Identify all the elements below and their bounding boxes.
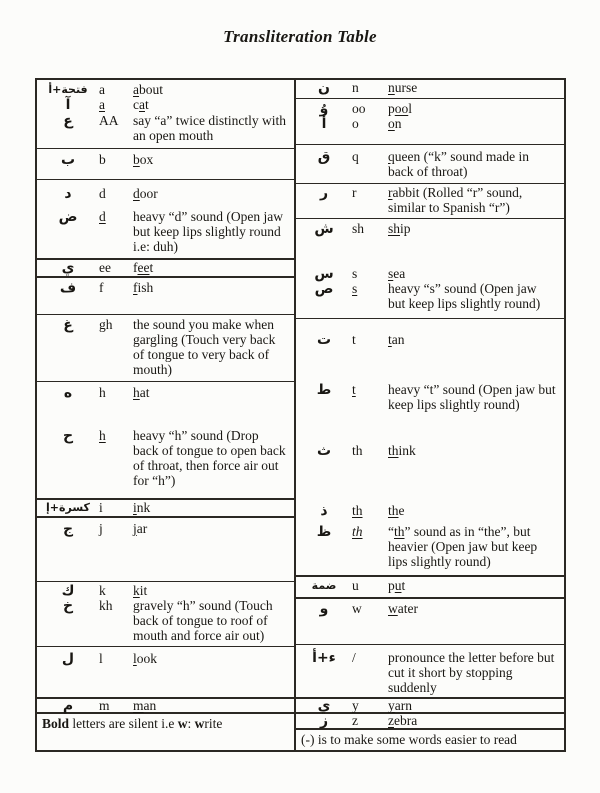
arabic-letter: ز [319, 713, 329, 729]
table-cell [296, 699, 564, 714]
arabic-letter: د [64, 186, 72, 202]
transliteration: y [352, 698, 359, 713]
description: water [388, 601, 418, 616]
table-row [296, 601, 564, 617]
transliteration: / [352, 650, 356, 665]
description: rabbit (Rolled “r” sound, similar to Spanish “r”) [388, 185, 523, 215]
transliteration: s [352, 281, 358, 296]
table-row [296, 116, 564, 132]
table-cell [37, 260, 294, 278]
table-column-right [295, 78, 566, 752]
description: gravely “h” sound (Touch back of tongue to roof of mouth and force air out) [133, 598, 273, 643]
table-cell [37, 278, 294, 315]
transliteration: th [352, 443, 363, 458]
transliteration: z [352, 713, 358, 728]
arabic-letter: ض [58, 209, 78, 225]
table-row [296, 332, 564, 348]
description: think [388, 443, 416, 458]
table-cell [37, 647, 294, 699]
arabic-letter: أ [321, 116, 327, 132]
description: heavy “s” sound (Open jaw but keep lips slightly round) [388, 281, 541, 311]
transliteration: h [99, 428, 106, 443]
description: man [133, 698, 157, 713]
transliteration: AA [99, 113, 119, 128]
description: yarn [388, 698, 412, 713]
table-row [296, 382, 564, 412]
table-row [37, 428, 294, 488]
arabic-letter: ضمة [311, 579, 337, 592]
arabic-letter: ق [317, 149, 331, 165]
table-row [296, 101, 564, 117]
table-cell [296, 219, 564, 319]
table-cell [37, 80, 294, 149]
transliteration: oo [352, 101, 366, 116]
transliteration: th [352, 524, 363, 539]
description: box [133, 152, 154, 167]
table-cell [37, 180, 294, 260]
table-cell [37, 500, 294, 518]
arabic-letter: وُ [319, 101, 329, 117]
transliteration: u [352, 578, 359, 593]
table-row [37, 651, 294, 667]
arabic-letter: م [62, 698, 74, 714]
arabic-letter: ت [316, 332, 332, 348]
table-row [37, 209, 294, 254]
transliteration: t [352, 332, 356, 347]
transliteration: gh [99, 317, 113, 332]
table-cell [296, 99, 564, 145]
table-row [296, 185, 564, 215]
description: the [388, 503, 405, 518]
transliteration: d [99, 209, 106, 224]
transliteration: a [99, 82, 105, 97]
right-footer-note: (-) is to make some words easier to read [301, 732, 517, 747]
table-row [37, 583, 294, 599]
arabic-letter: آ [65, 97, 71, 113]
table-row [296, 266, 564, 282]
transliteration: t [352, 382, 356, 397]
table-column-left [35, 78, 295, 752]
transliteration: r [352, 185, 357, 200]
transliteration: n [352, 80, 359, 95]
arabic-letter: ط [316, 382, 332, 398]
arabic-letter: ش [314, 221, 334, 237]
transliteration: s [352, 266, 358, 281]
description: pronounce the letter before but cut it short by stopping suddenly [388, 650, 555, 695]
table-row [296, 503, 564, 519]
table-row [296, 713, 564, 729]
description: on [388, 116, 402, 131]
table-cell [37, 382, 294, 500]
description: kit [133, 583, 148, 598]
transliteration: m [99, 698, 110, 713]
table-row [296, 524, 564, 569]
transliteration: w [352, 601, 362, 616]
transliteration: o [352, 116, 359, 131]
table-row [37, 260, 294, 276]
arabic-letter: ص [314, 281, 334, 297]
transliteration: k [99, 583, 106, 598]
table-cell [37, 714, 294, 750]
table-row [37, 186, 294, 202]
table-cell [296, 599, 564, 645]
table-row [296, 80, 564, 96]
table-row [37, 385, 294, 401]
arabic-letter: خ [62, 598, 74, 614]
table-row [37, 598, 294, 643]
table-cell [37, 518, 294, 582]
arabic-letter: ر [319, 185, 329, 201]
description: fish [133, 280, 154, 295]
table-cell [296, 145, 564, 184]
transliteration: ee [99, 260, 111, 275]
table-row [37, 698, 294, 714]
arabic-letter: ي [61, 260, 75, 276]
arabic-letter: ف [59, 280, 77, 296]
table-cell [296, 714, 564, 730]
arabic-letter: كسرة+إ [46, 501, 90, 514]
table-row [296, 281, 564, 311]
description: heavy “d” sound (Open jaw but keep lips slightly round i.e: duh) [133, 209, 283, 254]
left-footer-note: Bold letters are silent i.e w: write [42, 716, 223, 731]
table-row [37, 317, 294, 377]
transliteration: i [99, 500, 103, 515]
transliteration: sh [352, 221, 365, 236]
table-cell [296, 184, 564, 219]
description: door [133, 186, 158, 201]
description: zebra [388, 713, 418, 728]
transliteration: a [99, 97, 105, 112]
description: about [133, 82, 164, 97]
arabic-letter: ن [318, 80, 330, 96]
arabic-letter: ح [62, 428, 74, 444]
arabic-letter: ج [62, 521, 74, 537]
arabic-letter: فتحة+أ [48, 83, 88, 96]
table-cell [296, 645, 564, 699]
arabic-letter: ذ [320, 503, 328, 519]
description: sea [388, 266, 406, 281]
transliteration: j [99, 521, 103, 536]
table-cell [37, 582, 294, 647]
table-cell [296, 730, 564, 750]
transliteration: l [99, 651, 103, 666]
arabic-letter: ع [63, 113, 73, 129]
description: put [388, 578, 406, 593]
table-cell [296, 577, 564, 599]
transliteration: q [352, 149, 359, 164]
table-row [296, 149, 564, 179]
table-cell [37, 699, 294, 714]
table-row [37, 280, 294, 296]
table-row [296, 443, 564, 459]
table-cell [37, 149, 294, 180]
transliteration: kh [99, 598, 113, 613]
description: say “a” twice distinctly with an open mouth [133, 113, 286, 143]
table-cell [296, 319, 564, 577]
transliteration: b [99, 152, 106, 167]
transliteration: d [99, 186, 106, 201]
description: the sound you make when gargling (Touch very back of tongue to very back of mouth) [133, 317, 276, 377]
table-row [37, 82, 294, 97]
transliteration: th [352, 503, 363, 518]
description: tan [388, 332, 405, 347]
arabic-letter: ء+أ [312, 650, 336, 666]
description: nurse [388, 80, 418, 95]
description: cat [133, 97, 149, 112]
description: heavy “t” sound (Open jaw but keep lips slightly round) [388, 382, 556, 412]
table-row [296, 698, 564, 714]
table-row [37, 500, 294, 515]
table-row [296, 221, 564, 237]
description: queen (“k” sound made in back of throat) [388, 149, 529, 179]
arabic-letter: س [314, 266, 334, 282]
table-cell [296, 80, 564, 99]
arabic-letter: ب [60, 152, 76, 168]
description: ink [133, 500, 151, 515]
page-title: Transliteration Table [223, 27, 377, 46]
arabic-letter: ك [61, 583, 75, 599]
table-cell [37, 315, 294, 382]
arabic-letter: ظ [316, 524, 332, 540]
table-row [37, 97, 294, 113]
transliteration: h [99, 385, 106, 400]
description: “th” sound as in “the”, but heavier (Open jaw but keep lips slightly round) [388, 524, 538, 569]
arabic-letter: غ [63, 317, 73, 333]
description: hat [133, 385, 150, 400]
description: ship [388, 221, 411, 236]
arabic-letter: ث [316, 443, 332, 459]
table-row [296, 650, 564, 695]
description: feet [133, 260, 154, 275]
description: jar [133, 521, 148, 536]
arabic-letter: و [319, 601, 329, 617]
arabic-letter: ي [317, 698, 331, 714]
table-row [37, 152, 294, 168]
transliteration: f [99, 280, 104, 295]
table-row [296, 578, 564, 593]
description: look [133, 651, 158, 666]
arabic-letter: ل [61, 651, 75, 667]
table-row [37, 113, 294, 143]
description: heavy “h” sound (Drop back of tongue to open back of throat, then force air out for “h”) [133, 428, 286, 488]
arabic-letter: ه [63, 385, 73, 401]
description: pool [388, 101, 413, 116]
table-row [37, 521, 294, 537]
